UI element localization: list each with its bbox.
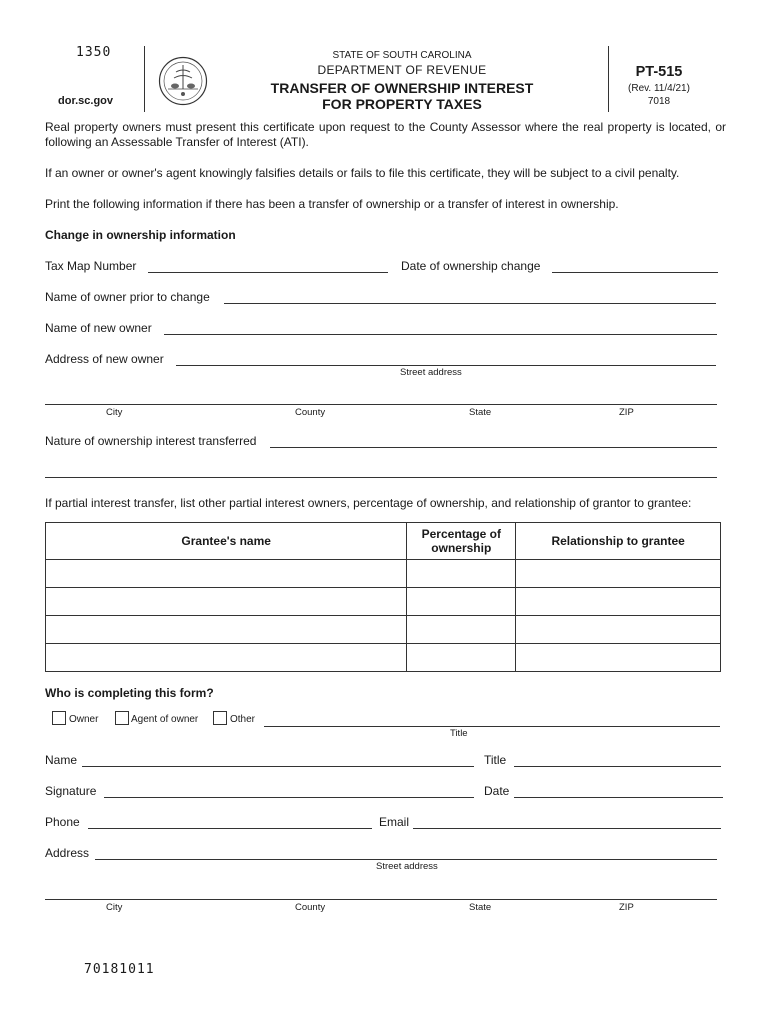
- city-caption: City: [106, 902, 123, 913]
- nature-field[interactable]: [270, 447, 717, 448]
- partial-interest-text: If partial interest transfer, list other partial interest owners, percentage of ownership, and relationship of grantor to grantee:: [45, 496, 692, 510]
- column-header-percentage: [407, 523, 516, 560]
- agent-checkbox-label: Agent of owner: [131, 714, 199, 725]
- department-name: DEPARTMENT OF REVENUE: [317, 63, 487, 77]
- percentage-cell[interactable]: [407, 588, 516, 616]
- nature-field-line2[interactable]: [45, 477, 717, 478]
- form-code-number: 7018: [647, 96, 671, 107]
- header-divider-right: [608, 46, 609, 112]
- address-street-field[interactable]: [95, 859, 717, 860]
- prior-owner-label: Name of owner prior to change: [45, 290, 210, 304]
- new-owner-city-line-field[interactable]: [45, 404, 717, 405]
- grantee-name-cell[interactable]: [46, 644, 407, 672]
- new-owner-address-label: Address of new owner: [45, 352, 164, 366]
- zip-caption: ZIP: [619, 407, 634, 418]
- relationship-cell[interactable]: [516, 644, 721, 672]
- form-code: 1350: [76, 45, 112, 60]
- table-row: [46, 644, 721, 672]
- date-change-field[interactable]: [552, 272, 718, 273]
- new-owner-street-field[interactable]: [176, 365, 716, 366]
- intro-paragraph-2: If an owner or owner's agent knowingly falsifies details or fails to file this certificate, they will be subject to a civil penalty.: [45, 166, 680, 180]
- address-label: Address: [45, 846, 90, 860]
- state-caption: State: [469, 407, 492, 418]
- form-revision: (Rev. 11/4/21): [628, 83, 690, 94]
- table-row: [46, 616, 721, 644]
- signature-label: Signature: [45, 784, 97, 798]
- percentage-cell[interactable]: [407, 560, 516, 588]
- date-label: Date: [484, 784, 510, 798]
- form-number: PT-515: [635, 64, 683, 80]
- other-title-field[interactable]: [264, 726, 720, 727]
- table-row: [46, 560, 721, 588]
- phone-field[interactable]: [88, 828, 372, 829]
- nature-label: Nature of ownership interest transferred: [45, 434, 257, 448]
- email-field[interactable]: [413, 828, 721, 829]
- relationship-cell[interactable]: [516, 616, 721, 644]
- owner-checkbox[interactable]: [52, 711, 66, 725]
- column-header-percentage-line2: ownership: [431, 541, 492, 555]
- other-checkbox-label: Other: [230, 714, 256, 725]
- intro-paragraph-3: Print the following information if there has been a transfer of ownership or a transfer of interest in ownership.: [45, 197, 619, 211]
- intro-paragraph-1: Real property owners must present this certificate upon request to the County Assessor where the real property is located, or following an Assessable Transfer of Interest (ATI).: [45, 120, 726, 149]
- county-caption: County: [295, 902, 326, 913]
- website-label: dor.sc.gov: [58, 95, 114, 107]
- column-header-percentage-line1: Percentage of: [421, 527, 501, 541]
- section-heading-completer: Who is completing this form?: [45, 686, 214, 700]
- phone-label: Phone: [45, 815, 80, 829]
- other-checkbox[interactable]: [213, 711, 227, 725]
- percentage-cell[interactable]: [407, 644, 516, 672]
- county-caption: County: [295, 407, 326, 418]
- agent-checkbox[interactable]: [115, 711, 129, 725]
- state-name: STATE OF SOUTH CAROLINA: [332, 50, 472, 61]
- tax-map-field[interactable]: [148, 272, 388, 273]
- tax-map-label: Tax Map Number: [45, 259, 137, 273]
- relationship-cell[interactable]: [516, 560, 721, 588]
- grantee-name-cell[interactable]: [46, 588, 407, 616]
- title-label: Title: [484, 753, 507, 767]
- owner-checkbox-label: Owner: [69, 714, 99, 725]
- section-heading-change: Change in ownership information: [45, 228, 236, 242]
- form-title: TRANSFER OF OWNERSHIP INTEREST: [270, 80, 534, 96]
- zip-caption: ZIP: [619, 902, 634, 913]
- title-field[interactable]: [514, 766, 721, 767]
- grantee-name-cell[interactable]: [46, 616, 407, 644]
- grantee-table-header: [46, 523, 721, 560]
- name-label: Name: [45, 753, 78, 767]
- relationship-cell[interactable]: [516, 588, 721, 616]
- street-address-caption: Street address: [376, 861, 438, 872]
- form-title-line2: FOR PROPERTY TAXES: [322, 96, 482, 112]
- grantee-name-cell[interactable]: [46, 560, 407, 588]
- percentage-cell[interactable]: [407, 616, 516, 644]
- column-header-grantee-name: Grantee's name: [46, 523, 407, 560]
- header-divider-left: [144, 46, 145, 112]
- column-header-relationship: Relationship to grantee: [516, 523, 721, 560]
- date-change-label: Date of ownership change: [401, 259, 541, 273]
- table-row: [46, 588, 721, 616]
- date-field[interactable]: [514, 797, 723, 798]
- grantee-table: [45, 522, 721, 672]
- address-city-line-field[interactable]: [45, 899, 717, 900]
- prior-owner-field[interactable]: [224, 303, 716, 304]
- city-caption: City: [106, 407, 123, 418]
- name-field[interactable]: [82, 766, 474, 767]
- email-label: Email: [379, 815, 410, 829]
- new-owner-field[interactable]: [164, 334, 717, 335]
- street-address-caption: Street address: [400, 367, 462, 378]
- signature-field[interactable]: [104, 797, 474, 798]
- title-caption: Title: [450, 728, 468, 739]
- new-owner-label: Name of new owner: [45, 321, 152, 335]
- state-caption: State: [469, 902, 492, 913]
- state-seal-icon: [158, 56, 208, 106]
- footer-form-code: 70181011: [84, 962, 155, 977]
